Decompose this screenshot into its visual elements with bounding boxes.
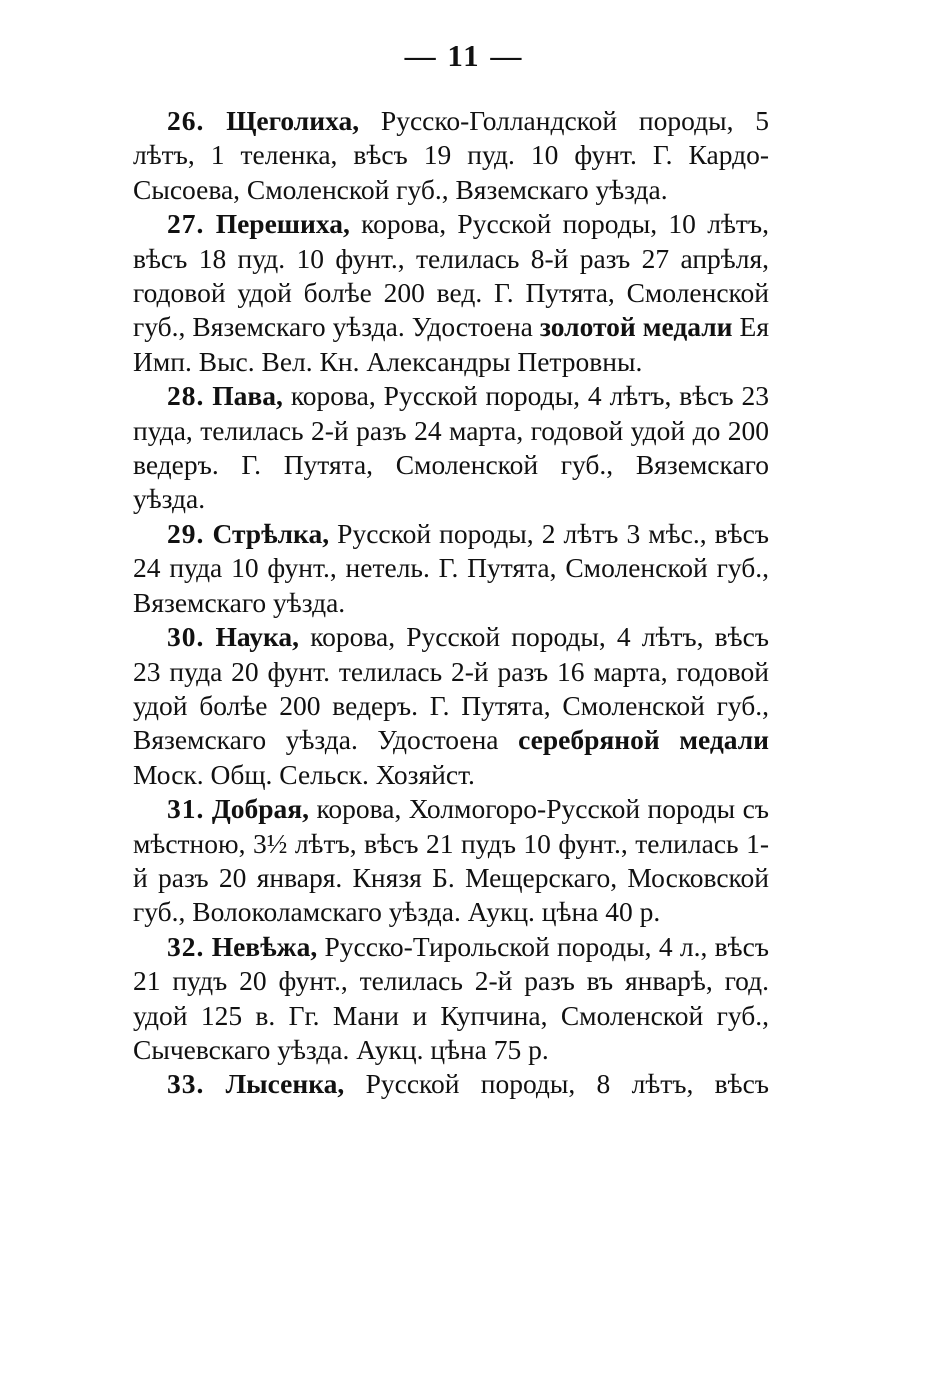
cow-name: Щеголиха,: [226, 105, 360, 136]
entry-text-after: Моск. Общ. Сельск. Хозяйст.: [133, 758, 475, 790]
entry-text: корова, Русской породы, 4 лѣтъ, вѣсъ 23 пуда, телилась 2-й разъ 24 марта, годовой удой до 200 ведеръ. Г. Путята, Смоленской губ., Вяземскаго уѣзда.: [133, 380, 770, 515]
entry-33: [133, 1067, 769, 1101]
entry-text: Русско-Тирольской породы, 4 л., вѣсъ 21 пудъ 20 фунт., телилась 2-й разъ въ январѣ, год. удой 125 в. Гг. Мани и Купчина, Смоленской губ., Сычевскаго уѣзда. Аукц. цѣна 75 р.: [133, 930, 770, 1065]
cow-name: Пава,: [212, 380, 283, 412]
cow-name: Лысенка,: [225, 1068, 345, 1100]
text-column: [133, 104, 769, 1102]
entry-text: Русско-Голландской породы, 5 лѣтъ, 1 теленка, вѣсъ 19 пуд. 10 фунт. Г. Кардо-Сысоева, Смоленской губ., Вяземскаго уѣзда.: [133, 105, 770, 205]
entry-number: 28.: [167, 380, 205, 412]
entry-number: 29.: [167, 517, 205, 549]
entry-28: [133, 379, 769, 517]
entry-29: [133, 517, 769, 620]
cow-name: Невѣжа,: [211, 930, 318, 962]
entry-number: 26.: [167, 105, 205, 136]
entry-text: корова, Русской породы, 4 лѣтъ, вѣсъ 23 пуда 20 фунт. телилась 2-й разъ 16 марта, годовой удой болѣе 200 ведеръ. Г. Путята, Смоленской губ., Вяземскаго уѣзда. Удостоена: [133, 621, 769, 756]
entry-26: [133, 104, 769, 207]
award-text: золотой медали: [539, 311, 733, 343]
entry-number: 31.: [167, 793, 205, 825]
entry-text: корова, Холмогоро-Русской породы съ мѣстною, 3½ лѣтъ, вѣсъ 21 пудъ 10 фунт., телилась 1-й разъ 20 января. Князя Б. Мещерскаго, Московской губ., Волоколамскаго уѣзда. Аукц. цѣна 40 р.: [133, 793, 770, 928]
entry-30: [133, 620, 769, 792]
entry-text: Русской породы, 2 лѣтъ 3 мѣс., вѣсъ 24 пуда 10 фунт., нетель. Г. Путята, Смоленской губ., Вяземскаго уѣзда.: [133, 517, 769, 618]
entry-text-after: Ея Имп. Выс. Вел. Кн. Александры Петровны.: [133, 311, 769, 377]
entry-32: [133, 930, 769, 1068]
entry-text: корова, Русской породы, 10 лѣтъ, вѣсъ 18 пуд. 10 фунт., телилась 8-й разъ 27 апрѣля, годовой удой болѣе 200 вед. Г. Путята, Смоленской губ., Вяземскаго уѣзда. Удостоена: [133, 208, 769, 343]
award-text: серебряной медали: [518, 724, 769, 756]
entry-number: 27.: [167, 208, 205, 240]
entry-27: [133, 207, 769, 379]
entry-number: 32.: [167, 930, 205, 962]
entry-number: 30.: [167, 621, 205, 653]
entry-text: Русской породы, 8 лѣтъ, вѣсъ: [344, 1068, 770, 1100]
entry-31: [133, 792, 769, 930]
page-number: — 11 —: [404, 38, 524, 73]
cow-name: Добрая,: [211, 793, 310, 825]
cow-name: Наука,: [215, 621, 300, 653]
cow-name: Перешиха,: [215, 208, 350, 240]
cow-name: Стрѣлка,: [212, 517, 330, 549]
entry-number: 33.: [167, 1068, 205, 1100]
